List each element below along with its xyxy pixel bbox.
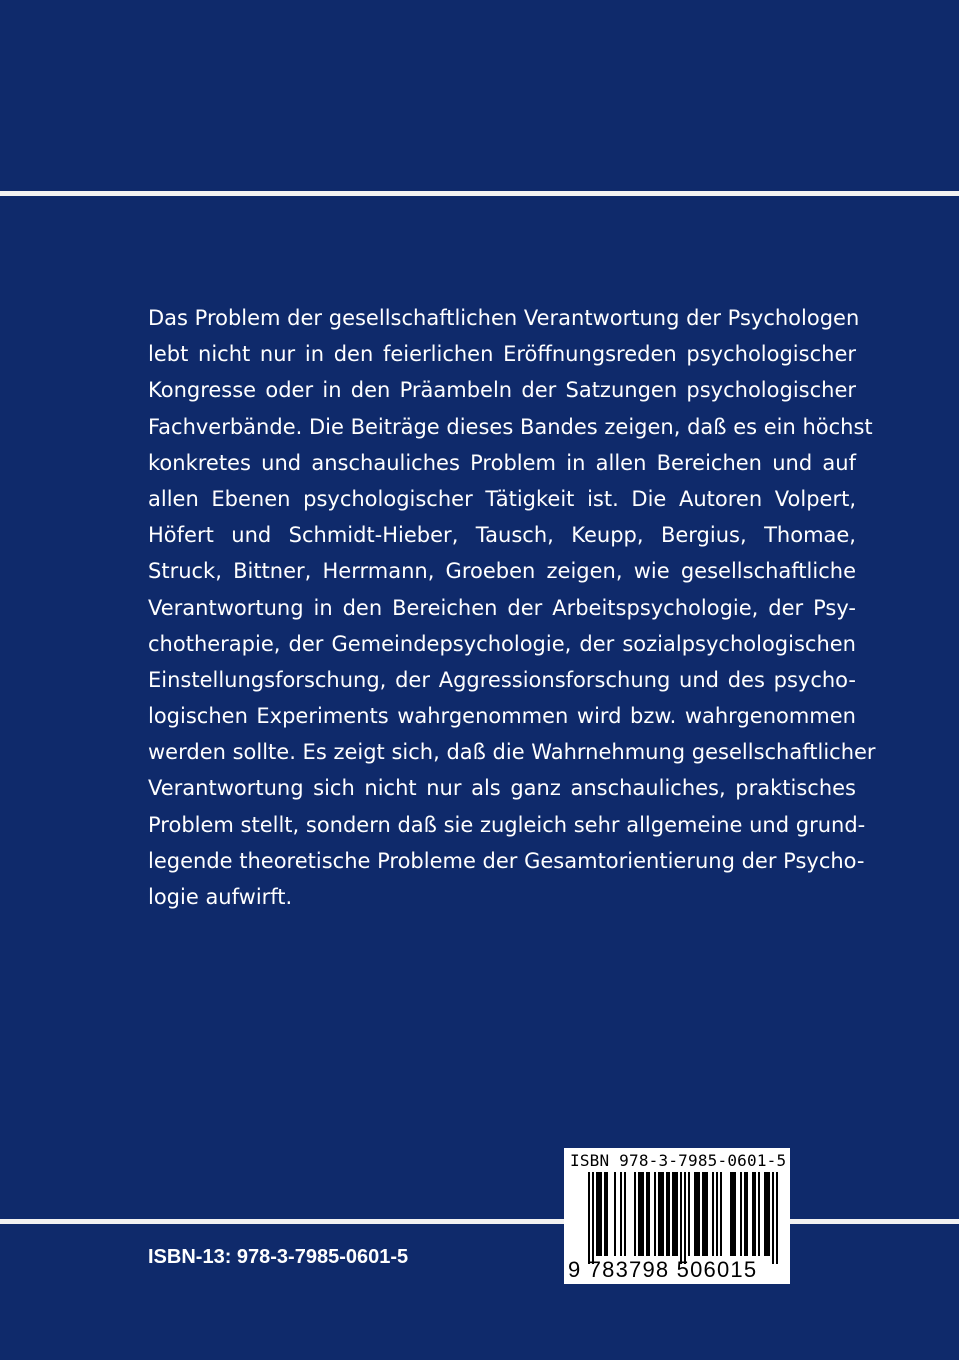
barcode-bar <box>704 1172 706 1256</box>
barcode-bar <box>624 1172 626 1256</box>
barcode-bar <box>614 1172 616 1256</box>
barcode-bar <box>588 1172 590 1264</box>
barcode-bar <box>702 1172 704 1256</box>
blurb-line: werden sollte. Es zeigt sich, daß die Wahrnehmung gesellschaftlicher <box>148 740 876 765</box>
barcode-bar <box>676 1172 678 1256</box>
barcode-bar <box>772 1172 774 1264</box>
barcode-bar <box>716 1172 718 1256</box>
barcode-bar <box>620 1172 622 1256</box>
barcode-bar <box>660 1172 662 1256</box>
barcode-bar <box>744 1172 746 1256</box>
blurb-line: allen Ebenen psychologischer Tätigkeit ist. Die Autoren Volpert, <box>148 486 856 511</box>
barcode-bar <box>672 1172 674 1256</box>
blurb-line: Fachverbände. Die Beiträge dieses Bandes zeigen, daß es ein höchst <box>148 414 873 439</box>
barcode-bar <box>694 1172 696 1256</box>
blurb-line: legende theoretische Probleme der Gesamtorientierung der Psycho- <box>148 848 865 873</box>
barcode-bar <box>752 1172 754 1256</box>
barcode-bar <box>766 1172 768 1256</box>
blurb-line: Einstellungsforschung, der Aggressionsforschung und des psycho- <box>148 667 856 692</box>
barcode-bar <box>648 1172 650 1256</box>
blurb-line: Kongresse oder in den Präambeln der Satzungen psychologischer <box>148 378 856 403</box>
blurb-line: chotherapie, der Gemeindepsychologie, der sozialpsychologischen <box>148 631 856 656</box>
barcode-bar <box>592 1172 594 1264</box>
barcode-bar <box>634 1172 636 1256</box>
blurb-line: Struck, Bittner, Herrmann, Groeben zeigen, wie gesellschaftliche <box>148 559 856 584</box>
blurb-line: logischen Experiments wahrgenommen wird bzw. wahrgenommen <box>148 704 856 729</box>
barcode-bar <box>654 1172 656 1256</box>
blurb-line: konkretes und anschauliches Problem in allen Bereichen und auf <box>148 450 856 475</box>
barcode-bar <box>640 1172 642 1256</box>
barcode-bar <box>662 1172 664 1256</box>
barcode-bar <box>730 1172 732 1256</box>
blurb-line: Das Problem der gesellschaftlichen Verantwortung der Psychologen <box>148 306 860 330</box>
barcode-bar <box>768 1172 770 1256</box>
barcode-bar <box>642 1172 644 1256</box>
barcode-bar <box>668 1172 670 1256</box>
barcode-bar <box>680 1172 682 1264</box>
blurb-line: Verantwortung in den Bereichen der Arbeitspsychologie, der Psy- <box>148 595 856 620</box>
barcode-bar <box>764 1172 766 1256</box>
barcode-bar <box>600 1172 602 1256</box>
blurb-line: lebt nicht nur in den feierlichen Eröffnungsreden psychologischer <box>148 342 856 367</box>
isbn-barcode <box>564 1148 790 1284</box>
top-divider-rule <box>0 191 959 196</box>
barcode-bar <box>596 1172 598 1256</box>
blurb-line: logie aufwirft. <box>148 885 293 909</box>
barcode-bar <box>720 1172 722 1256</box>
barcode-bar <box>732 1172 734 1256</box>
bottom-divider-rule <box>0 1219 959 1224</box>
barcode-bar <box>674 1172 676 1256</box>
barcode-bar <box>638 1172 640 1256</box>
barcode-bar <box>666 1172 668 1256</box>
isbn13-label: ISBN-13: 978-3-7985-0601-5 <box>148 1246 409 1268</box>
barcode-bar <box>698 1172 700 1256</box>
barcode-bar <box>734 1172 736 1256</box>
barcode-bar <box>688 1172 690 1256</box>
barcode-digits: 9 783798 506015 <box>568 1257 758 1282</box>
blurb-line: Problem stellt, sondern daß sie zugleich sehr allgemeine und grund- <box>148 812 866 837</box>
barcode-bar <box>776 1172 778 1264</box>
barcode-bar <box>646 1172 648 1256</box>
barcode-bar <box>598 1172 600 1256</box>
barcode-bar <box>604 1172 606 1256</box>
barcode-bar <box>746 1172 748 1256</box>
blurb-line: Verantwortung sich nicht nur als ganz anschauliches, praktisches <box>148 776 856 801</box>
barcode-bar <box>684 1172 686 1264</box>
barcode-bar <box>606 1172 608 1256</box>
barcode-bar <box>706 1172 708 1256</box>
blurb-line: Höfert und Schmidt-Hieber, Tausch, Keupp, Bergius, Thomae, <box>148 523 856 548</box>
barcode-bar <box>712 1172 714 1256</box>
barcode-bar <box>658 1172 660 1256</box>
barcode-bar <box>696 1172 698 1256</box>
blurb-text <box>148 300 876 915</box>
barcode-bar <box>758 1172 760 1256</box>
barcode-bar <box>754 1172 756 1256</box>
barcode-bar <box>740 1172 742 1256</box>
barcode-isbn-text: ISBN 978-3-7985-0601-5 <box>570 1151 787 1170</box>
